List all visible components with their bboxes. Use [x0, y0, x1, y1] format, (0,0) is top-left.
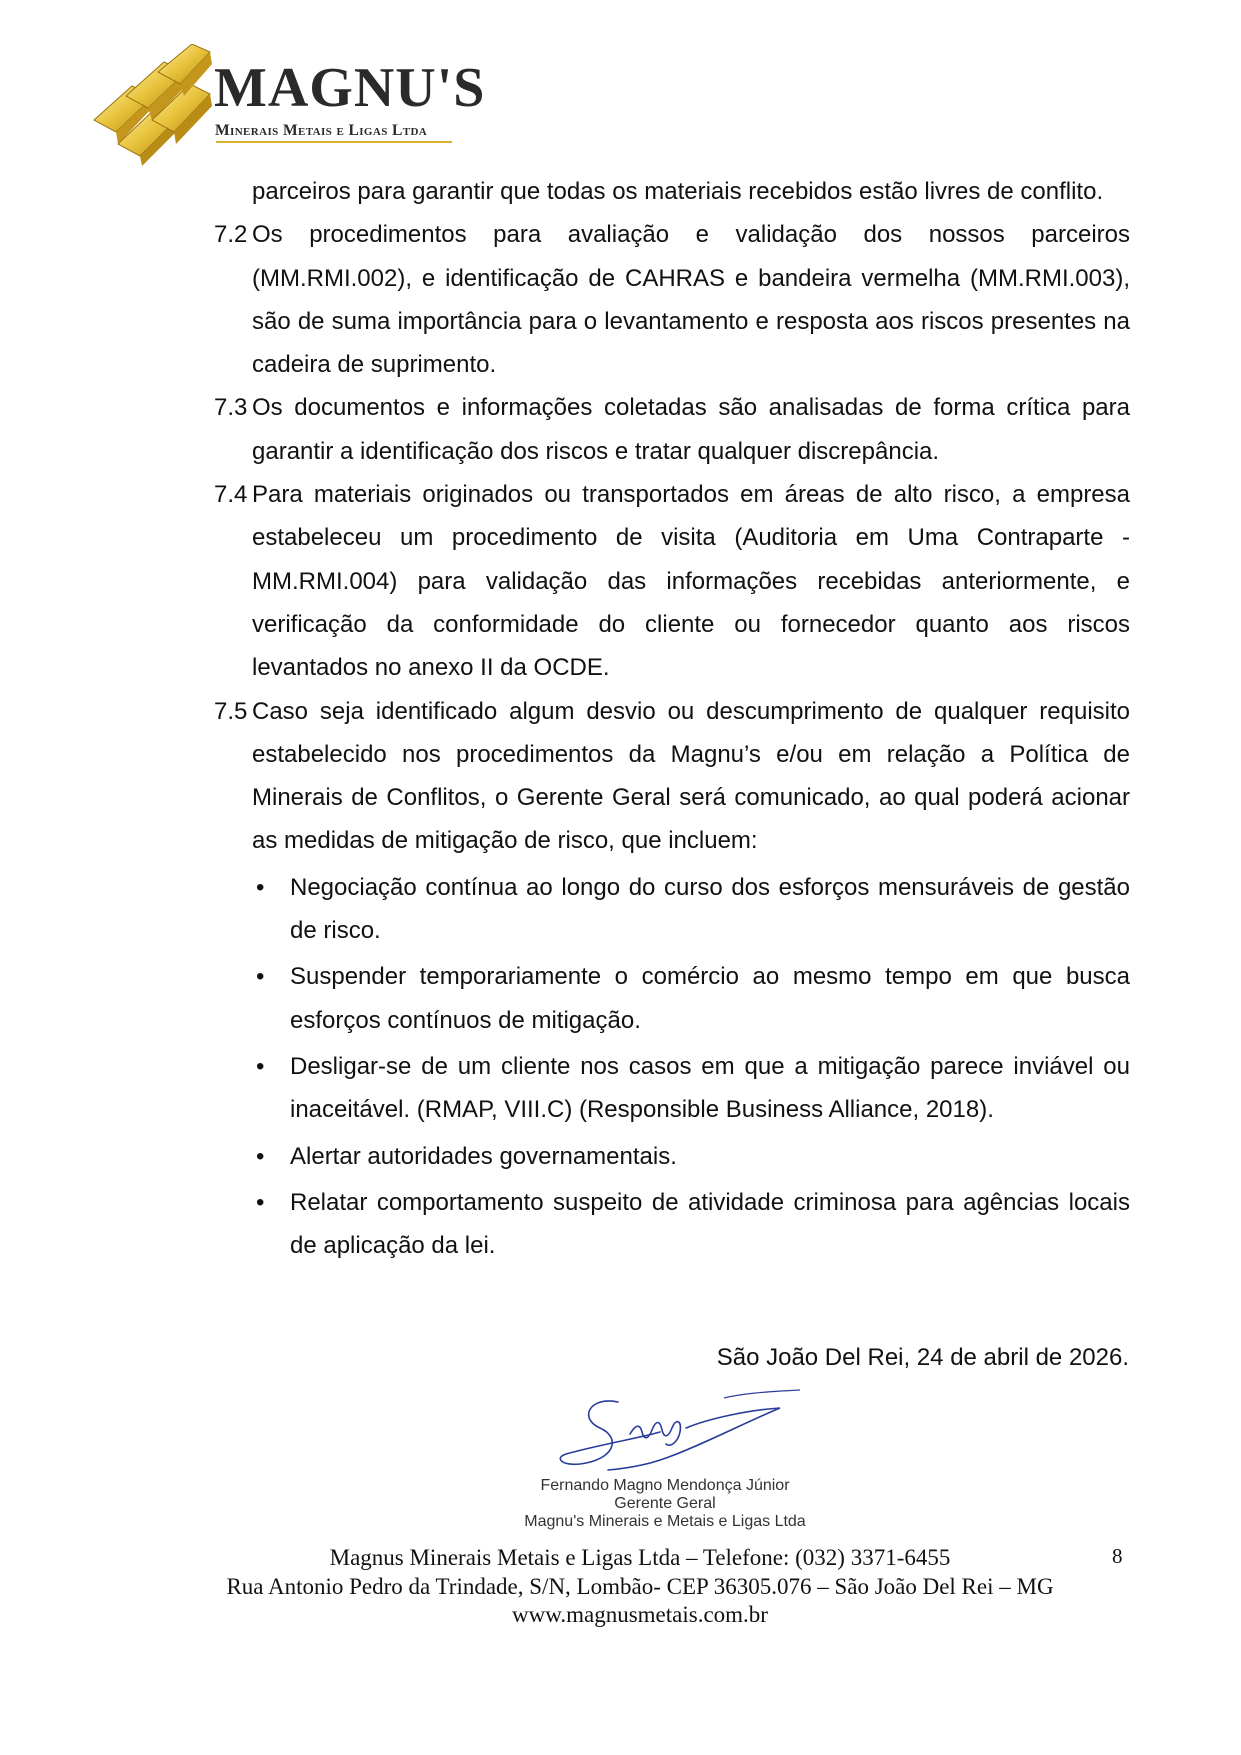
list-item [214, 1181, 1130, 1268]
list-item [214, 955, 1130, 1042]
document-date: São João Del Rei, 24 de abril de 2026. [716, 1344, 1129, 1371]
signer-role: Gerente Geral [614, 1495, 716, 1512]
footer-website: www.magnusmetais.com.br [512, 1602, 768, 1627]
logo-subtitle: Minerais Metais e Ligas Ltda [215, 122, 428, 139]
section-text: Caso seja identificado algum desvio ou descumprimento de qualquer requisito estabelecido nos procedimentos da Magnu’s e/ou em relação a Política de Minerais de Conflitos, o Gerente Geral será comunicado, ao qual poderá acionar as medidas de mitigação de risco, que incluem: [252, 697, 1130, 855]
bullet-icon: • [256, 1142, 265, 1170]
logo-name: MAGNU'S [214, 57, 486, 119]
section-number: 7.5 [214, 697, 248, 725]
section-7-5 [214, 690, 1130, 863]
signer-name: Fernando Magno Mendonça Júnior [540, 1477, 790, 1494]
section-text: Para materiais originados ou transportados em áreas de alto risco, a empresa estabeleceu um procedimento de visita (Auditoria em Uma Contraparte - MM.RMI.004) para validação das informações recebidas anteriormente, e verificação da conformidade do cliente ou fornecedor quanto aos riscos levantados no anexo II da OCDE. [252, 481, 1130, 682]
footer-contact: Magnus Minerais Metais e Ligas Ltda – Telefone: (032) 3371-6455 [329, 1545, 951, 1570]
section-number: 7.3 [214, 394, 248, 422]
gold-bars-icon [92, 44, 217, 166]
list-item [214, 1045, 1130, 1132]
section-7-2 [214, 213, 1130, 386]
bullet-icon: • [256, 1188, 265, 1216]
bullet-icon: • [256, 873, 265, 901]
list-item [214, 866, 1130, 953]
mitigation-measures-list [214, 866, 1130, 1268]
list-item-text: Desligar-se de um cliente nos casos em que a mitigação parece inviável ou inaceitável. (RMAP, VIII.C) (Responsible Business Alliance, 2018). [290, 1052, 1130, 1124]
bullet-icon: • [256, 963, 265, 991]
handwritten-signature [510, 1388, 820, 1478]
company-logo [92, 44, 486, 166]
signature-block [510, 1388, 820, 1528]
continued-paragraph: parceiros para garantir que todas os materiais recebidos estão livres de conflito. [252, 178, 1104, 205]
bullet-icon: • [256, 1052, 265, 1080]
list-item [214, 1135, 1130, 1178]
list-item-text: Alertar autoridades governamentais. [290, 1142, 677, 1170]
list-item-text: Suspender temporariamente o comércio ao mesmo tempo em que busca esforços contínuos de mitigação. [290, 963, 1130, 1034]
list-item-text: Negociação contínua ao longo do curso dos esforços mensuráveis de gestão de risco. [290, 873, 1130, 945]
section-number: 7.4 [214, 481, 248, 509]
logo-underline [216, 141, 452, 143]
section-text: Os documentos e informações coletadas são analisadas de forma crítica para garantir a identificação dos riscos e tratar qualquer discrepância. [252, 394, 1130, 465]
section-7-4 [214, 473, 1130, 689]
section-7-3 [214, 386, 1130, 473]
section-number: 7.2 [214, 221, 248, 249]
page-number: 8 [1112, 1544, 1123, 1568]
document-body [214, 170, 1130, 1270]
list-item-text: Relatar comportamento suspeito de atividade criminosa para agências locais de aplicação da lei. [290, 1188, 1130, 1260]
signer-company: Magnu's Minerais e Metais e Ligas Ltda [524, 1513, 806, 1530]
section-text: Os procedimentos para avaliação e validação dos nossos parceiros (MM.RMI.002), e identificação de CAHRAS e bandeira vermelha (MM.RMI.003), são de suma importância para o levantamento e resposta aos riscos presentes na cadeira de suprimento. [252, 221, 1130, 379]
footer-address: Rua Antonio Pedro da Trindade, S/N, Lombão- CEP 36305.076 – São João Del Rei – MG [226, 1574, 1054, 1599]
